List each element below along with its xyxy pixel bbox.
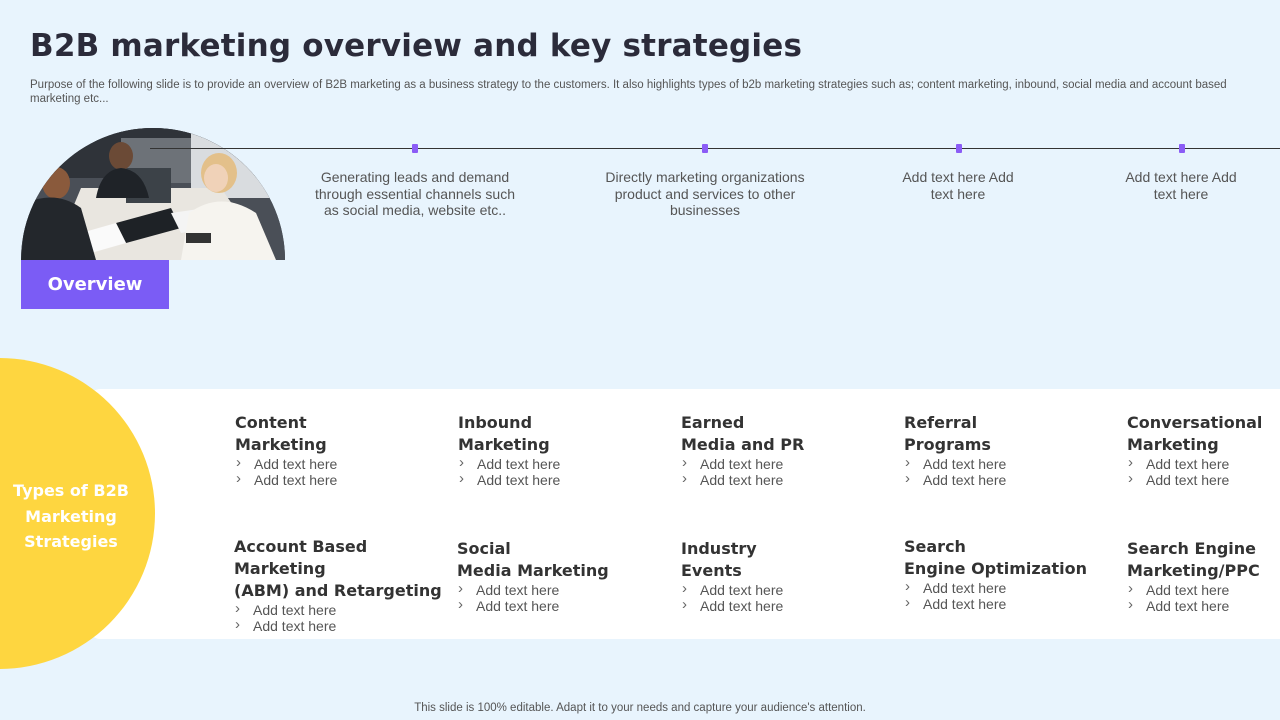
strategy-card — [904, 536, 1119, 612]
strategy-title: Industry Events — [681, 539, 757, 580]
strategy-title: Social Media Marketing — [457, 539, 609, 580]
strategy-bullet: › Add text here — [904, 596, 1119, 612]
strategy-bullet: › Add text here — [1127, 598, 1277, 614]
strategy-card — [234, 536, 456, 634]
strategy-title: Search Engine Marketing/PPC — [1127, 539, 1260, 580]
strategy-bullet: › Add text here — [235, 472, 450, 488]
strategy-bullet: › Add text here — [681, 456, 896, 472]
strategy-card — [904, 412, 1119, 488]
strategy-bullet: › Add text here — [235, 456, 450, 472]
strategy-bullet: › Add text here — [904, 472, 1119, 488]
slide-subtitle: Purpose of the following slide is to provide an overview of B2B marketing as a business strategy to the customers. It also highlights types of b2b marketing strategies such as; content marketing, inbound, social media and account based marketing etc... — [30, 79, 1227, 105]
strategy-bullet: › Add text here — [1127, 456, 1277, 472]
strategy-card — [681, 538, 896, 614]
timeline-text: Add text here Add text here — [902, 169, 1014, 202]
strategy-bullet: › Add text here — [904, 456, 1119, 472]
strategy-card — [1127, 538, 1277, 614]
strategy-title: Earned Media and PR — [681, 413, 805, 454]
slide-title: B2B marketing overview and key strategies — [30, 28, 803, 64]
strategy-card — [457, 538, 672, 614]
timeline-line — [150, 148, 1280, 149]
strategy-card — [235, 412, 450, 488]
strategy-bullet: › Add text here — [681, 472, 896, 488]
strategy-card — [458, 412, 673, 488]
strategy-bullet: › Add text here — [904, 580, 1119, 596]
strategy-bullet: › Add text here — [234, 602, 456, 618]
timeline-text: Generating leads and demand through essential channels such as social media, website etc.. — [314, 169, 516, 218]
slide-footer: This slide is 100% editable. Adapt it to your needs and capture your audience's attention. — [414, 702, 866, 714]
strategy-card — [681, 412, 896, 488]
strategy-bullet: › Add text here — [681, 582, 896, 598]
strategy-bullet: › Add text here — [457, 598, 672, 614]
strategy-title: Search Engine Optimization — [904, 537, 1088, 578]
strategy-bullet: › Add text here — [234, 618, 456, 634]
strategy-bullet: › Add text here — [1127, 472, 1277, 488]
timeline-marker — [1179, 144, 1185, 153]
strategy-title: Account Based Marketing (ABM) and Retargeting — [234, 537, 442, 600]
strategy-title: Inbound Marketing — [458, 413, 550, 454]
strategy-bullet: › Add text here — [458, 472, 673, 488]
overview-label: Overview — [21, 260, 169, 309]
strategy-title: Content Marketing — [235, 413, 327, 454]
strategy-card — [1127, 412, 1277, 488]
strategy-title: Referral Programs — [904, 413, 991, 454]
strategy-bullet: › Add text here — [457, 582, 672, 598]
timeline-marker — [412, 144, 418, 153]
strategy-bullet: › Add text here — [681, 598, 896, 614]
timeline-marker — [956, 144, 962, 153]
timeline-text: Add text here Add text here — [1125, 169, 1237, 202]
types-label: Types of B2B Marketing Strategies — [13, 481, 129, 551]
strategy-bullet: › Add text here — [458, 456, 673, 472]
timeline-marker — [702, 144, 708, 153]
strategy-title: Conversational Marketing — [1127, 413, 1263, 454]
timeline-text: Directly marketing organizations product and services to other businesses — [605, 169, 805, 218]
strategy-bullet: › Add text here — [1127, 582, 1277, 598]
